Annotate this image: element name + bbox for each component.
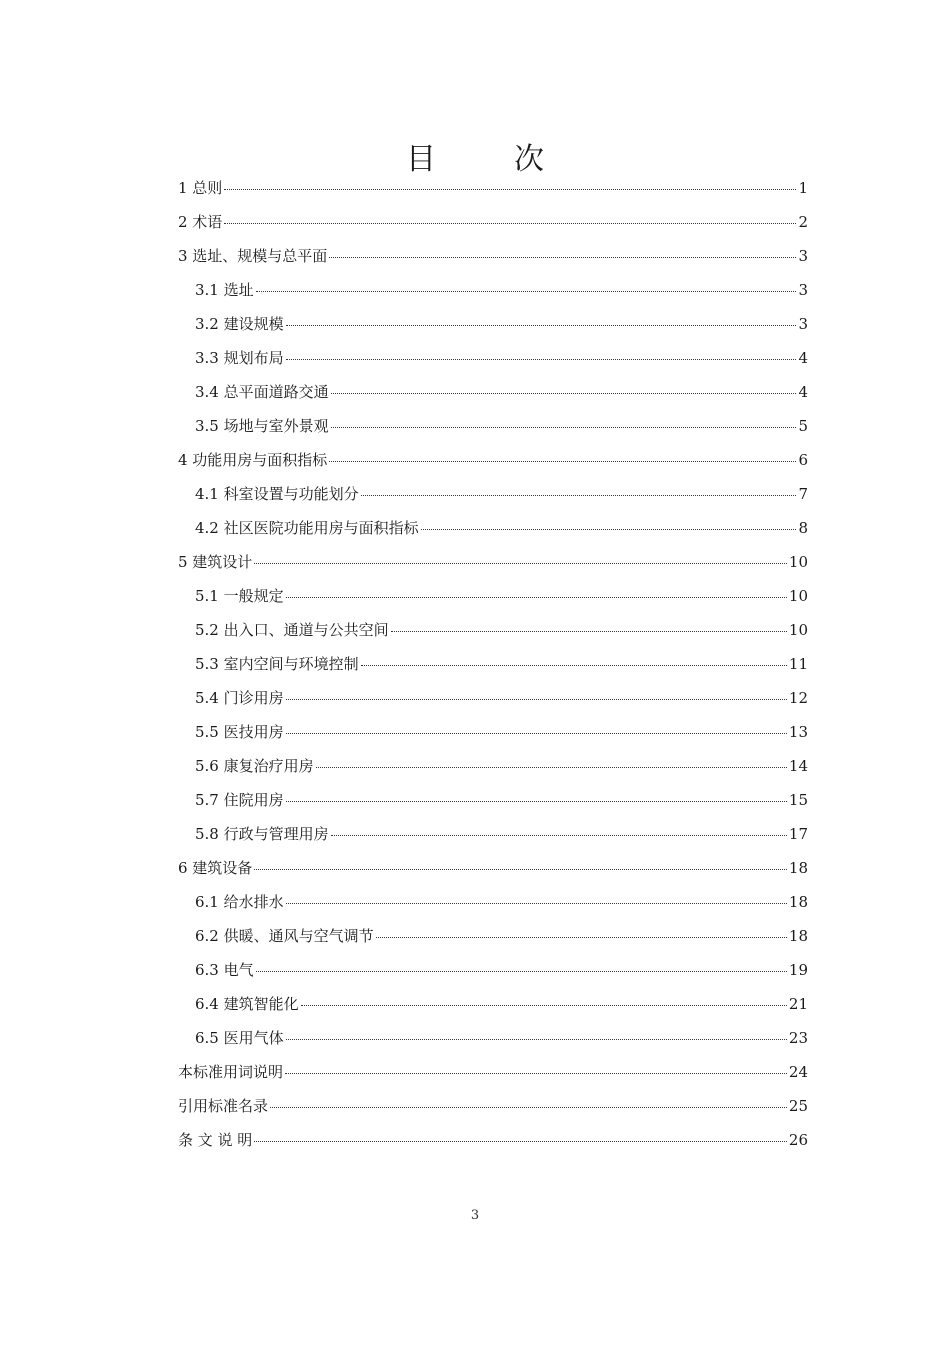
toc-entry-page: 3 <box>798 247 808 265</box>
toc-entry-label: 5.7 住院用房 <box>195 791 284 809</box>
toc-entry[interactable] <box>178 477 808 511</box>
toc-leader-dots <box>331 392 797 394</box>
toc-leader-dots <box>286 324 797 326</box>
toc-entry[interactable] <box>178 409 808 443</box>
toc-leader-dots <box>286 358 797 360</box>
toc-entry-label: 6.5 医用气体 <box>195 1029 284 1047</box>
toc-leader-dots <box>301 1004 787 1006</box>
toc-leader-dots <box>224 188 796 190</box>
toc-entry-label: 4 功能用房与面积指标 <box>178 451 328 469</box>
toc-entry-label: 6.4 建筑智能化 <box>195 995 299 1013</box>
toc-entry-page: 19 <box>788 961 808 979</box>
toc-leader-dots <box>361 494 797 496</box>
toc-leader-dots <box>286 596 787 598</box>
toc-entry-label: 2 术语 <box>178 213 223 231</box>
toc-entry[interactable] <box>178 443 808 477</box>
toc-leader-dots <box>286 698 787 700</box>
toc-entry[interactable] <box>178 1021 808 1055</box>
toc-entry-page: 10 <box>788 621 808 639</box>
table-of-contents <box>178 171 808 1157</box>
toc-entry[interactable] <box>178 715 808 749</box>
toc-entry-page: 6 <box>798 451 808 469</box>
toc-entry-page: 11 <box>788 655 808 673</box>
toc-entry[interactable] <box>178 613 808 647</box>
toc-entry[interactable] <box>178 647 808 681</box>
toc-entry[interactable] <box>178 681 808 715</box>
toc-entry-page: 10 <box>788 553 808 571</box>
page-title: 目 次 <box>406 142 568 178</box>
toc-leader-dots <box>329 256 796 258</box>
toc-entry-label: 5.2 出入口、通道与公共空间 <box>195 621 389 639</box>
toc-entry-label: 4.1 科室设置与功能划分 <box>195 485 359 503</box>
toc-entry-label: 3 选址、规模与总平面 <box>178 247 328 265</box>
toc-entry-page: 12 <box>788 689 808 707</box>
toc-entry[interactable] <box>178 919 808 953</box>
toc-entry[interactable] <box>178 171 808 205</box>
toc-entry-page: 15 <box>788 791 808 809</box>
toc-entry-page: 13 <box>788 723 808 741</box>
toc-entry-page: 5 <box>798 417 808 435</box>
toc-leader-dots <box>286 732 787 734</box>
toc-leader-dots <box>254 868 787 870</box>
toc-entry[interactable] <box>178 545 808 579</box>
toc-entry[interactable] <box>178 1089 808 1123</box>
toc-entry-label: 5.6 康复治疗用房 <box>195 757 314 775</box>
toc-entry-label: 条 文 说 明 <box>178 1131 253 1149</box>
toc-entry-label: 5 建筑设计 <box>178 553 253 571</box>
toc-entry[interactable] <box>178 987 808 1021</box>
toc-leader-dots <box>256 970 787 972</box>
toc-entry-page: 25 <box>788 1097 808 1115</box>
page-number: 3 <box>470 1208 480 1223</box>
toc-entry[interactable] <box>178 273 808 307</box>
toc-entry-label: 5.1 一般规定 <box>195 587 284 605</box>
toc-entry-label: 本标准用词说明 <box>178 1063 284 1081</box>
toc-entry[interactable] <box>178 239 808 273</box>
toc-entry-label: 3.3 规划布局 <box>195 349 284 367</box>
toc-entry-page: 4 <box>798 349 808 367</box>
toc-entry-page: 7 <box>798 485 808 503</box>
toc-leader-dots <box>376 936 787 938</box>
toc-leader-dots <box>286 1038 787 1040</box>
toc-leader-dots <box>331 834 787 836</box>
toc-entry-label: 6.3 电气 <box>195 961 254 979</box>
toc-entry-label: 5.5 医技用房 <box>195 723 284 741</box>
toc-leader-dots <box>224 222 796 224</box>
toc-entry[interactable] <box>178 307 808 341</box>
toc-entry-page: 3 <box>798 315 808 333</box>
toc-leader-dots <box>270 1106 787 1108</box>
toc-entry-label: 6.2 供暖、通风与空气调节 <box>195 927 374 945</box>
toc-leader-dots <box>254 1140 787 1142</box>
toc-entry[interactable] <box>178 851 808 885</box>
toc-entry[interactable] <box>178 579 808 613</box>
toc-entry[interactable] <box>178 817 808 851</box>
toc-leader-dots <box>361 664 787 666</box>
toc-entry[interactable] <box>178 1123 808 1157</box>
toc-entry-label: 6.1 给水排水 <box>195 893 284 911</box>
toc-entry[interactable] <box>178 375 808 409</box>
toc-entry-page: 4 <box>798 383 808 401</box>
toc-entry-page: 10 <box>788 587 808 605</box>
toc-leader-dots <box>391 630 787 632</box>
toc-leader-dots <box>329 460 796 462</box>
toc-leader-dots <box>421 528 797 530</box>
toc-leader-dots <box>285 1072 787 1074</box>
toc-entry-page: 14 <box>788 757 808 775</box>
toc-entry-label: 3.2 建设规模 <box>195 315 284 333</box>
toc-entry-label: 1 总则 <box>178 179 223 197</box>
toc-leader-dots <box>286 800 787 802</box>
toc-entry-label: 3.1 选址 <box>195 281 254 299</box>
toc-entry-page: 8 <box>798 519 808 537</box>
toc-entry[interactable] <box>178 1055 808 1089</box>
toc-entry-page: 21 <box>788 995 808 1013</box>
toc-entry-page: 24 <box>788 1063 808 1081</box>
toc-entry[interactable] <box>178 511 808 545</box>
toc-entry-label: 5.4 门诊用房 <box>195 689 284 707</box>
toc-entry-page: 18 <box>788 859 808 877</box>
toc-entry-label: 6 建筑设备 <box>178 859 253 877</box>
toc-entry-label: 4.2 社区医院功能用房与面积指标 <box>195 519 419 537</box>
toc-entry-page: 26 <box>788 1131 808 1149</box>
toc-leader-dots <box>331 426 797 428</box>
toc-entry[interactable] <box>178 953 808 987</box>
toc-entry-page: 18 <box>788 927 808 945</box>
toc-entry-label: 5.3 室内空间与环境控制 <box>195 655 359 673</box>
toc-entry-page: 18 <box>788 893 808 911</box>
toc-entry[interactable] <box>178 885 808 919</box>
toc-entry[interactable] <box>178 205 808 239</box>
toc-leader-dots <box>316 766 787 768</box>
toc-leader-dots <box>256 290 797 292</box>
toc-entry-page: 17 <box>788 825 808 843</box>
toc-leader-dots <box>254 562 787 564</box>
toc-entry[interactable] <box>178 783 808 817</box>
toc-leader-dots <box>286 902 787 904</box>
toc-entry-page: 1 <box>798 179 808 197</box>
toc-entry-label: 5.8 行政与管理用房 <box>195 825 329 843</box>
toc-entry-label: 3.4 总平面道路交通 <box>195 383 329 401</box>
toc-entry[interactable] <box>178 749 808 783</box>
toc-entry-page: 3 <box>798 281 808 299</box>
toc-entry-label: 3.5 场地与室外景观 <box>195 417 329 435</box>
toc-entry-page: 2 <box>798 213 808 231</box>
toc-entry-label: 引用标准名录 <box>178 1097 269 1115</box>
toc-entry-page: 23 <box>788 1029 808 1047</box>
toc-entry[interactable] <box>178 341 808 375</box>
